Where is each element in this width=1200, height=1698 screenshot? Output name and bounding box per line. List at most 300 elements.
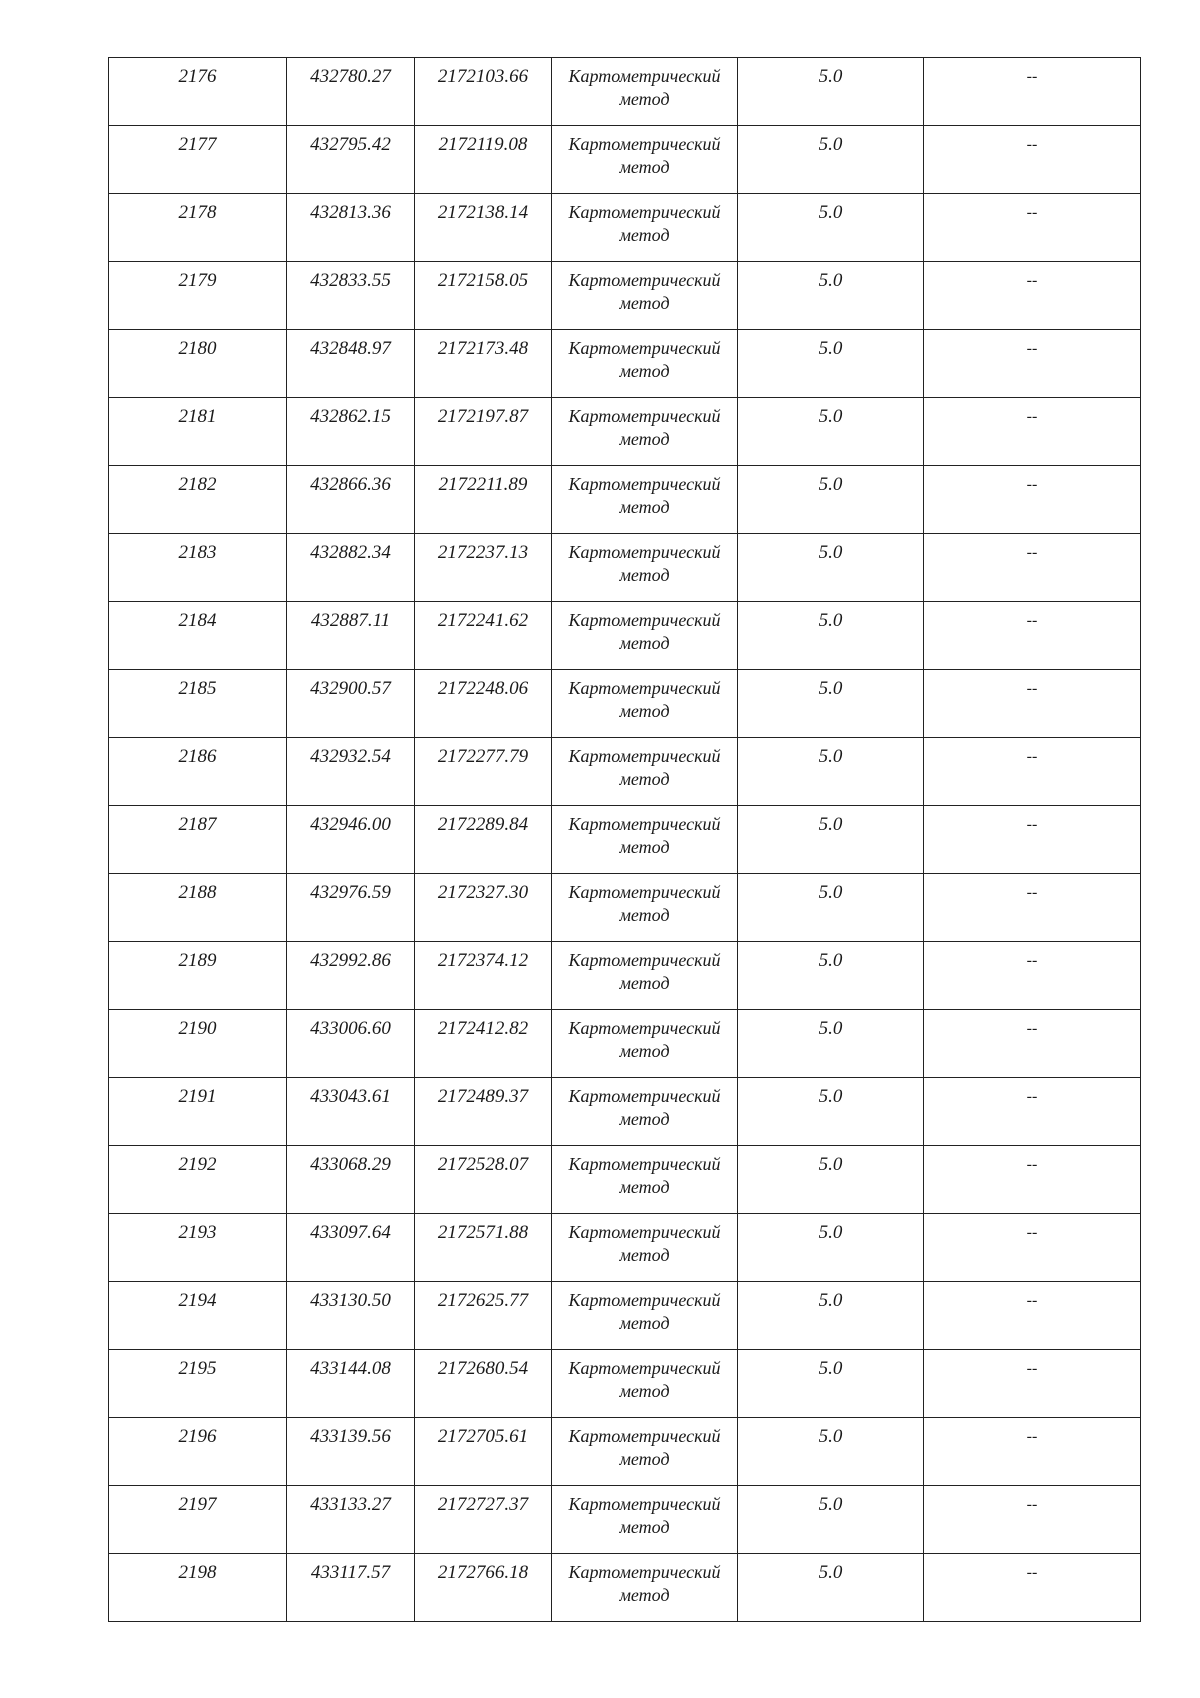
x-coordinate-cell xyxy=(287,1418,415,1486)
method-cell xyxy=(552,1282,738,1350)
point-number: 2185 xyxy=(178,678,217,699)
method-line-2: метод xyxy=(619,1041,670,1061)
x-coordinate-cell xyxy=(287,1350,415,1418)
x-coordinate-cell xyxy=(287,1282,415,1350)
accuracy-value: 5.0 xyxy=(818,1018,843,1039)
point-number-cell xyxy=(109,738,287,806)
y-coordinate-cell xyxy=(415,1282,552,1350)
method-cell xyxy=(552,1146,738,1214)
note-value: -- xyxy=(1026,1224,1038,1241)
point-number: 2198 xyxy=(178,1562,217,1583)
note-cell xyxy=(924,670,1141,738)
y-coordinate-cell xyxy=(415,466,552,534)
y-coordinate: 2172237.13 xyxy=(437,542,529,563)
table-row xyxy=(109,126,1141,194)
x-coordinate: 432976.59 xyxy=(310,882,391,903)
method-text xyxy=(552,1078,737,1131)
method-cell xyxy=(552,1486,738,1554)
note-value: -- xyxy=(1026,1292,1038,1309)
note-cell xyxy=(924,262,1141,330)
table-row xyxy=(109,398,1141,466)
accuracy-value: 5.0 xyxy=(818,950,843,971)
note-cell xyxy=(924,1486,1141,1554)
method-line-2: метод xyxy=(619,429,670,449)
accuracy-value: 5.0 xyxy=(818,610,843,631)
x-coordinate-cell xyxy=(287,806,415,874)
method-line-1: Картометрический xyxy=(568,270,721,290)
method-cell xyxy=(552,58,738,126)
note-cell xyxy=(924,534,1141,602)
note-value: -- xyxy=(1026,476,1038,493)
coordinates-table xyxy=(108,57,1141,1622)
x-coordinate-cell xyxy=(287,1486,415,1554)
accuracy-cell xyxy=(738,738,924,806)
note-cell xyxy=(924,1146,1141,1214)
point-number-cell xyxy=(109,262,287,330)
method-line-2: метод xyxy=(619,1177,670,1197)
x-coordinate-cell xyxy=(287,194,415,262)
x-coordinate: 432882.34 xyxy=(310,542,391,563)
note-cell xyxy=(924,1554,1141,1622)
note-value: -- xyxy=(1026,612,1038,629)
accuracy-value: 5.0 xyxy=(818,1086,843,1107)
point-number-cell xyxy=(109,58,287,126)
x-coordinate: 433006.60 xyxy=(310,1018,391,1039)
point-number: 2188 xyxy=(178,882,217,903)
method-text xyxy=(552,1282,737,1335)
method-line-1: Картометрический xyxy=(568,202,721,222)
note-cell xyxy=(924,942,1141,1010)
note-cell xyxy=(924,738,1141,806)
y-coordinate: 2172158.05 xyxy=(437,270,529,291)
method-line-2: метод xyxy=(619,905,670,925)
x-coordinate: 432932.54 xyxy=(310,746,391,767)
point-number-cell xyxy=(109,126,287,194)
table-row xyxy=(109,670,1141,738)
method-line-2: метод xyxy=(619,89,670,109)
point-number: 2195 xyxy=(178,1358,217,1379)
note-value: -- xyxy=(1026,1496,1038,1513)
point-number: 2178 xyxy=(178,202,217,223)
point-number: 2184 xyxy=(178,610,217,631)
x-coordinate-cell xyxy=(287,602,415,670)
method-line-1: Картометрический xyxy=(568,678,721,698)
table-row xyxy=(109,58,1141,126)
accuracy-value: 5.0 xyxy=(818,542,843,563)
point-number-cell xyxy=(109,806,287,874)
note-value: -- xyxy=(1026,952,1038,969)
y-coordinate: 2172528.07 xyxy=(437,1154,529,1175)
accuracy-value: 5.0 xyxy=(818,474,843,495)
y-coordinate-cell xyxy=(415,602,552,670)
y-coordinate-cell xyxy=(415,126,552,194)
accuracy-value: 5.0 xyxy=(818,1154,843,1175)
note-value: -- xyxy=(1026,136,1038,153)
point-number: 2194 xyxy=(178,1290,217,1311)
note-cell xyxy=(924,1418,1141,1486)
note-value: -- xyxy=(1026,1428,1038,1445)
method-cell xyxy=(552,398,738,466)
y-coordinate-cell xyxy=(415,1078,552,1146)
point-number-cell xyxy=(109,1078,287,1146)
table-row xyxy=(109,194,1141,262)
method-line-2: метод xyxy=(619,1517,670,1537)
y-coordinate: 2172211.89 xyxy=(438,474,528,495)
point-number-cell xyxy=(109,398,287,466)
note-value: -- xyxy=(1026,1360,1038,1377)
x-coordinate: 432900.57 xyxy=(310,678,391,699)
x-coordinate: 432833.55 xyxy=(310,270,391,291)
method-line-1: Картометрический xyxy=(568,134,721,154)
accuracy-cell xyxy=(738,398,924,466)
table-row xyxy=(109,874,1141,942)
x-coordinate-cell xyxy=(287,262,415,330)
accuracy-value: 5.0 xyxy=(818,678,843,699)
note-cell xyxy=(924,1010,1141,1078)
point-number: 2183 xyxy=(178,542,217,563)
accuracy-value: 5.0 xyxy=(818,1358,843,1379)
method-line-1: Картометрический xyxy=(568,1562,721,1582)
accuracy-value: 5.0 xyxy=(818,1290,843,1311)
note-value: -- xyxy=(1026,748,1038,765)
point-number-cell xyxy=(109,874,287,942)
note-value: -- xyxy=(1026,816,1038,833)
y-coordinate: 2172241.62 xyxy=(437,610,529,631)
method-line-2: метод xyxy=(619,157,670,177)
note-cell xyxy=(924,466,1141,534)
point-number-cell xyxy=(109,1282,287,1350)
note-value: -- xyxy=(1026,680,1038,697)
method-text xyxy=(552,534,737,587)
x-coordinate-cell xyxy=(287,738,415,806)
table-row xyxy=(109,1282,1141,1350)
point-number: 2189 xyxy=(178,950,217,971)
method-text xyxy=(552,262,737,315)
x-coordinate: 432866.36 xyxy=(310,474,391,495)
note-cell xyxy=(924,806,1141,874)
accuracy-cell xyxy=(738,1146,924,1214)
accuracy-cell xyxy=(738,806,924,874)
y-coordinate: 2172289.84 xyxy=(437,814,529,835)
point-number: 2176 xyxy=(178,66,217,87)
method-text xyxy=(552,1350,737,1403)
accuracy-value: 5.0 xyxy=(818,338,843,359)
method-line-1: Картометрический xyxy=(568,1018,721,1038)
accuracy-cell xyxy=(738,1010,924,1078)
point-number-cell xyxy=(109,1418,287,1486)
note-value: -- xyxy=(1026,272,1038,289)
method-text xyxy=(552,126,737,179)
table-row xyxy=(109,1486,1141,1554)
accuracy-value: 5.0 xyxy=(818,1494,843,1515)
accuracy-value: 5.0 xyxy=(818,746,843,767)
method-line-2: метод xyxy=(619,633,670,653)
method-cell xyxy=(552,602,738,670)
point-number-cell xyxy=(109,194,287,262)
point-number-cell xyxy=(109,1146,287,1214)
y-coordinate-cell xyxy=(415,262,552,330)
table-row xyxy=(109,1214,1141,1282)
method-text xyxy=(552,874,737,927)
method-line-1: Картометрический xyxy=(568,1086,721,1106)
table-row xyxy=(109,534,1141,602)
x-coordinate-cell xyxy=(287,398,415,466)
point-number: 2193 xyxy=(178,1222,217,1243)
accuracy-cell xyxy=(738,1350,924,1418)
method-line-2: метод xyxy=(619,1449,670,1469)
method-cell xyxy=(552,534,738,602)
accuracy-cell xyxy=(738,466,924,534)
method-line-2: метод xyxy=(619,1109,670,1129)
x-coordinate: 433130.50 xyxy=(310,1290,391,1311)
method-line-1: Картометрический xyxy=(568,474,721,494)
x-coordinate: 432795.42 xyxy=(310,134,391,155)
method-line-1: Картометрический xyxy=(568,1426,721,1446)
x-coordinate: 433133.27 xyxy=(310,1494,391,1515)
accuracy-value: 5.0 xyxy=(818,406,843,427)
x-coordinate-cell xyxy=(287,942,415,1010)
method-line-1: Картометрический xyxy=(568,542,721,562)
x-coordinate-cell xyxy=(287,330,415,398)
accuracy-cell xyxy=(738,194,924,262)
point-number: 2196 xyxy=(178,1426,217,1447)
x-coordinate: 432780.27 xyxy=(310,66,391,87)
method-line-1: Картометрический xyxy=(568,882,721,902)
method-line-1: Картометрический xyxy=(568,814,721,834)
accuracy-cell xyxy=(738,126,924,194)
point-number: 2187 xyxy=(178,814,217,835)
x-coordinate: 432862.15 xyxy=(310,406,391,427)
y-coordinate: 2172727.37 xyxy=(437,1494,529,1515)
point-number: 2182 xyxy=(178,474,217,495)
note-value: -- xyxy=(1026,1564,1038,1581)
note-cell xyxy=(924,398,1141,466)
accuracy-value: 5.0 xyxy=(818,882,843,903)
accuracy-value: 5.0 xyxy=(818,1222,843,1243)
table-row xyxy=(109,466,1141,534)
y-coordinate-cell xyxy=(415,194,552,262)
method-text xyxy=(552,1486,737,1539)
accuracy-value: 5.0 xyxy=(818,134,843,155)
x-coordinate-cell xyxy=(287,874,415,942)
point-number-cell xyxy=(109,602,287,670)
y-coordinate: 2172138.14 xyxy=(437,202,529,223)
method-line-1: Картометрический xyxy=(568,66,721,86)
method-text xyxy=(552,1146,737,1199)
accuracy-cell xyxy=(738,58,924,126)
y-coordinate: 2172625.77 xyxy=(437,1290,529,1311)
method-cell xyxy=(552,1010,738,1078)
x-coordinate-cell xyxy=(287,1214,415,1282)
method-line-2: метод xyxy=(619,1381,670,1401)
y-coordinate: 2172766.18 xyxy=(437,1562,529,1583)
accuracy-value: 5.0 xyxy=(818,202,843,223)
method-cell xyxy=(552,942,738,1010)
accuracy-cell xyxy=(738,1078,924,1146)
y-coordinate-cell xyxy=(415,1418,552,1486)
note-cell xyxy=(924,602,1141,670)
y-coordinate-cell xyxy=(415,534,552,602)
accuracy-cell xyxy=(738,534,924,602)
y-coordinate-cell xyxy=(415,670,552,738)
y-coordinate-cell xyxy=(415,398,552,466)
method-cell xyxy=(552,1554,738,1622)
method-cell xyxy=(552,126,738,194)
method-cell xyxy=(552,1350,738,1418)
method-line-1: Картометрический xyxy=(568,610,721,630)
y-coordinate-cell xyxy=(415,738,552,806)
y-coordinate: 2172705.61 xyxy=(437,1426,529,1447)
accuracy-cell xyxy=(738,1486,924,1554)
accuracy-value: 5.0 xyxy=(818,1426,843,1447)
method-text xyxy=(552,398,737,451)
note-cell xyxy=(924,126,1141,194)
x-coordinate-cell xyxy=(287,1078,415,1146)
y-coordinate-cell xyxy=(415,942,552,1010)
y-coordinate: 2172680.54 xyxy=(437,1358,529,1379)
y-coordinate: 2172197.87 xyxy=(437,406,529,427)
accuracy-cell xyxy=(738,262,924,330)
note-cell xyxy=(924,1078,1141,1146)
method-text xyxy=(552,1418,737,1471)
method-line-2: метод xyxy=(619,701,670,721)
method-cell xyxy=(552,330,738,398)
table-row xyxy=(109,806,1141,874)
method-line-2: метод xyxy=(619,973,670,993)
point-number-cell xyxy=(109,1350,287,1418)
method-text xyxy=(552,1010,737,1063)
note-cell xyxy=(924,330,1141,398)
y-coordinate-cell xyxy=(415,874,552,942)
note-cell xyxy=(924,194,1141,262)
note-cell xyxy=(924,1282,1141,1350)
x-coordinate-cell xyxy=(287,1554,415,1622)
method-line-1: Картометрический xyxy=(568,406,721,426)
table-row xyxy=(109,738,1141,806)
y-coordinate-cell xyxy=(415,1350,552,1418)
method-line-2: метод xyxy=(619,565,670,585)
method-line-2: метод xyxy=(619,225,670,245)
point-number: 2191 xyxy=(178,1086,217,1107)
method-text xyxy=(552,1554,737,1607)
note-value: -- xyxy=(1026,408,1038,425)
method-line-2: метод xyxy=(619,1313,670,1333)
method-line-1: Картометрический xyxy=(568,1290,721,1310)
method-cell xyxy=(552,806,738,874)
method-cell xyxy=(552,738,738,806)
note-value: -- xyxy=(1026,1156,1038,1173)
point-number-cell xyxy=(109,1486,287,1554)
x-coordinate: 433068.29 xyxy=(310,1154,391,1175)
point-number-cell xyxy=(109,466,287,534)
note-value: -- xyxy=(1026,544,1038,561)
point-number: 2177 xyxy=(178,134,217,155)
x-coordinate: 433043.61 xyxy=(310,1086,391,1107)
accuracy-cell xyxy=(738,1214,924,1282)
note-value: -- xyxy=(1026,1088,1038,1105)
method-line-2: метод xyxy=(619,1245,670,1265)
x-coordinate: 432992.86 xyxy=(310,950,391,971)
x-coordinate: 433097.64 xyxy=(310,1222,391,1243)
method-cell xyxy=(552,670,738,738)
y-coordinate: 2172327.30 xyxy=(437,882,529,903)
point-number-cell xyxy=(109,1010,287,1078)
accuracy-cell xyxy=(738,1418,924,1486)
table-row xyxy=(109,1010,1141,1078)
point-number-cell xyxy=(109,534,287,602)
accuracy-value: 5.0 xyxy=(818,270,843,291)
method-text xyxy=(552,670,737,723)
accuracy-cell xyxy=(738,874,924,942)
x-coordinate-cell xyxy=(287,670,415,738)
note-value: -- xyxy=(1026,68,1038,85)
method-line-1: Картометрический xyxy=(568,338,721,358)
y-coordinate-cell xyxy=(415,806,552,874)
x-coordinate: 432848.97 xyxy=(310,338,391,359)
method-cell xyxy=(552,1418,738,1486)
x-coordinate: 432887.11 xyxy=(310,610,391,631)
accuracy-cell xyxy=(738,1282,924,1350)
table-row xyxy=(109,262,1141,330)
x-coordinate-cell xyxy=(287,58,415,126)
note-value: -- xyxy=(1026,884,1038,901)
table-row xyxy=(109,1078,1141,1146)
point-number-cell xyxy=(109,942,287,1010)
method-text xyxy=(552,942,737,995)
point-number-cell xyxy=(109,1554,287,1622)
method-text xyxy=(552,466,737,519)
note-cell xyxy=(924,1350,1141,1418)
method-line-1: Картометрический xyxy=(568,1222,721,1242)
method-line-1: Картометрический xyxy=(568,950,721,970)
y-coordinate-cell xyxy=(415,58,552,126)
accuracy-cell xyxy=(738,330,924,398)
x-coordinate: 433139.56 xyxy=(310,1426,391,1447)
x-coordinate: 432946.00 xyxy=(310,814,391,835)
method-text xyxy=(552,330,737,383)
x-coordinate-cell xyxy=(287,126,415,194)
y-coordinate-cell xyxy=(415,330,552,398)
method-line-2: метод xyxy=(619,837,670,857)
y-coordinate: 2172374.12 xyxy=(437,950,529,971)
note-cell xyxy=(924,58,1141,126)
y-coordinate-cell xyxy=(415,1010,552,1078)
x-coordinate-cell xyxy=(287,466,415,534)
x-coordinate-cell xyxy=(287,1010,415,1078)
x-coordinate-cell xyxy=(287,534,415,602)
point-number: 2190 xyxy=(178,1018,217,1039)
method-text xyxy=(552,738,737,791)
table-row xyxy=(109,330,1141,398)
method-line-2: метод xyxy=(619,769,670,789)
y-coordinate-cell xyxy=(415,1146,552,1214)
method-line-2: метод xyxy=(619,497,670,517)
method-text xyxy=(552,58,737,111)
method-line-2: метод xyxy=(619,361,670,381)
method-text xyxy=(552,1214,737,1267)
x-coordinate: 433144.08 xyxy=(310,1358,391,1379)
table-row xyxy=(109,942,1141,1010)
method-cell xyxy=(552,1214,738,1282)
y-coordinate: 2172571.88 xyxy=(437,1222,529,1243)
method-text xyxy=(552,806,737,859)
table-row xyxy=(109,1554,1141,1622)
point-number-cell xyxy=(109,1214,287,1282)
method-line-2: метод xyxy=(619,293,670,313)
y-coordinate: 2172248.06 xyxy=(437,678,529,699)
point-number-cell xyxy=(109,330,287,398)
method-line-1: Картометрический xyxy=(568,1358,721,1378)
